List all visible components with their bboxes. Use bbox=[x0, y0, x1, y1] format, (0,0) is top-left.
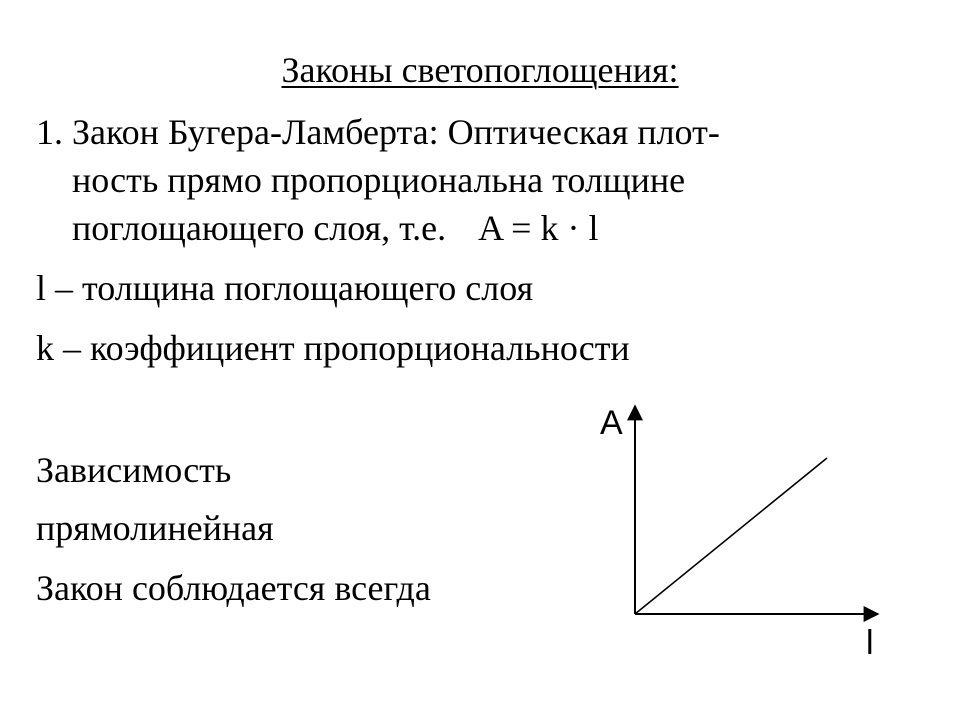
y-axis-label: A bbox=[600, 404, 623, 442]
x-axis-label: l bbox=[866, 624, 874, 662]
law-line-2: ность прямо пропорциональна толщине bbox=[72, 160, 686, 200]
law-statement bbox=[36, 108, 916, 252]
slide-title: Законы светопоглощения: bbox=[281, 50, 679, 90]
series-layer bbox=[635, 458, 827, 614]
definition-k: k – коэффициент пропорциональности bbox=[36, 328, 630, 368]
series-line-0 bbox=[635, 458, 827, 614]
law-line-3 bbox=[36, 204, 916, 252]
note-dependence: Зависимость bbox=[36, 450, 232, 490]
law-line-3-text: поглощающего слоя, т.е. bbox=[72, 208, 447, 248]
law-formula: A = k · l bbox=[478, 208, 599, 248]
definition-l: l – толщина поглощающего слоя bbox=[36, 268, 534, 308]
law-line-1: 1. Закон Бугера-Ламберта: Оптическая плот- bbox=[36, 112, 720, 152]
note-linear: прямолинейная bbox=[36, 508, 274, 548]
absorbance-graph bbox=[590, 396, 910, 666]
note-always-holds: Закон соблюдается всегда bbox=[36, 568, 431, 608]
